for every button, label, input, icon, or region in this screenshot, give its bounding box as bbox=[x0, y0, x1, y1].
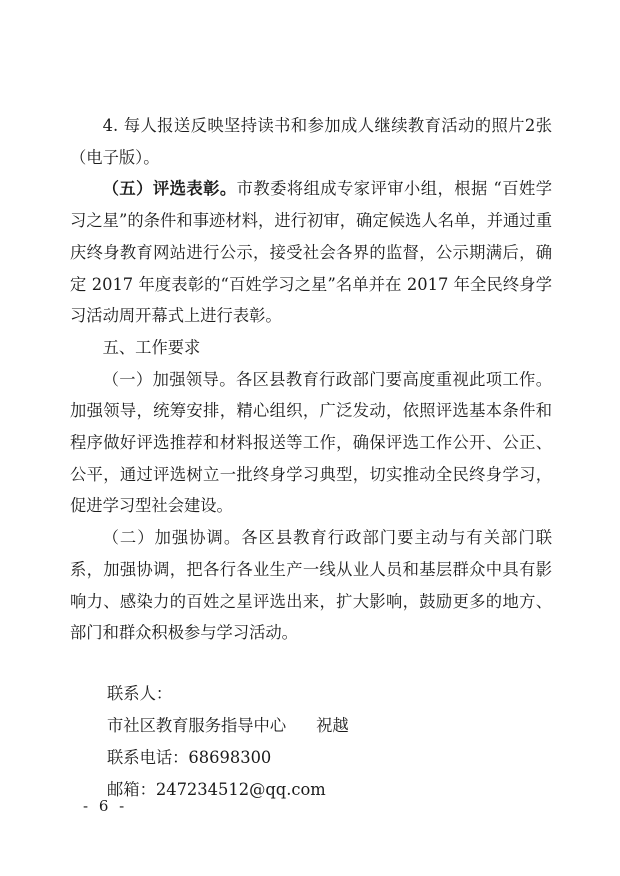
page-number: - 6 - bbox=[83, 797, 128, 815]
body-text bbox=[70, 110, 552, 649]
section-heading-text: 五、工作要求 bbox=[102, 337, 201, 357]
paragraph-selection-award bbox=[70, 173, 552, 332]
paragraph-photo-requirement bbox=[70, 110, 552, 173]
paragraph-strengthen-leadership bbox=[70, 364, 552, 523]
contact-phone-label: 联系电话： bbox=[107, 748, 189, 767]
paragraph-lead: （五）评选表彰。 bbox=[102, 179, 237, 199]
contact-person-line bbox=[107, 710, 349, 742]
contact-email-address: 247234512@qq.com bbox=[155, 780, 326, 799]
contact-email-line bbox=[107, 774, 349, 806]
section-heading-work-requirements bbox=[70, 332, 552, 364]
contact-organization: 市社区教育服务指导中心 bbox=[107, 716, 287, 735]
contact-phone-number: 68698300 bbox=[188, 748, 272, 767]
paragraph-text: （一）加强领导。各区县教育行政部门要高度重视此项工作。加强领导，统筹安排，精心组织，广泛发动，依照评选基本条件和程序做好评选推荐和材料报送等工作，确保评选工作公开、公正、公平，通过评选树立一批终身学习典型，切实推动全民终身学习，促进学习型社会建设。 bbox=[70, 369, 552, 516]
contact-person-name: 祝越 bbox=[316, 716, 349, 735]
contact-block bbox=[107, 678, 349, 806]
paragraph-text: 市教委将组成专家评审小组，根据 “百姓学习之星”的条件和事迹材料，进行初审，确定候选人名单，并通过重庆终身教育网站进行公示，接受社会各界的监督，公示期满后，确定 2017 年度表彰的“百姓学习之星”名单并在 2017 年全民终身学习活动周开幕式上进行表彰。 bbox=[70, 179, 552, 326]
contact-email-label: 邮箱： bbox=[107, 780, 156, 799]
paragraph-text: 4. 每人报送反映坚持读书和参加成人继续教育活动的照片2张（电子版）。 bbox=[70, 116, 552, 167]
contact-heading: 联系人： bbox=[107, 684, 173, 703]
paragraph-text: （二）加强协调。各区县教育行政部门要主动与有关部门联系，加强协调，把各行各业生产一线从业人员和基层群众中具有影响力、感染力的百姓之星评选出来，扩大影响，鼓励更多的地方、部门和群众积极参与学习活动。 bbox=[70, 528, 552, 643]
contact-phone-line bbox=[107, 742, 349, 774]
paragraph-strengthen-coordination bbox=[70, 522, 552, 649]
